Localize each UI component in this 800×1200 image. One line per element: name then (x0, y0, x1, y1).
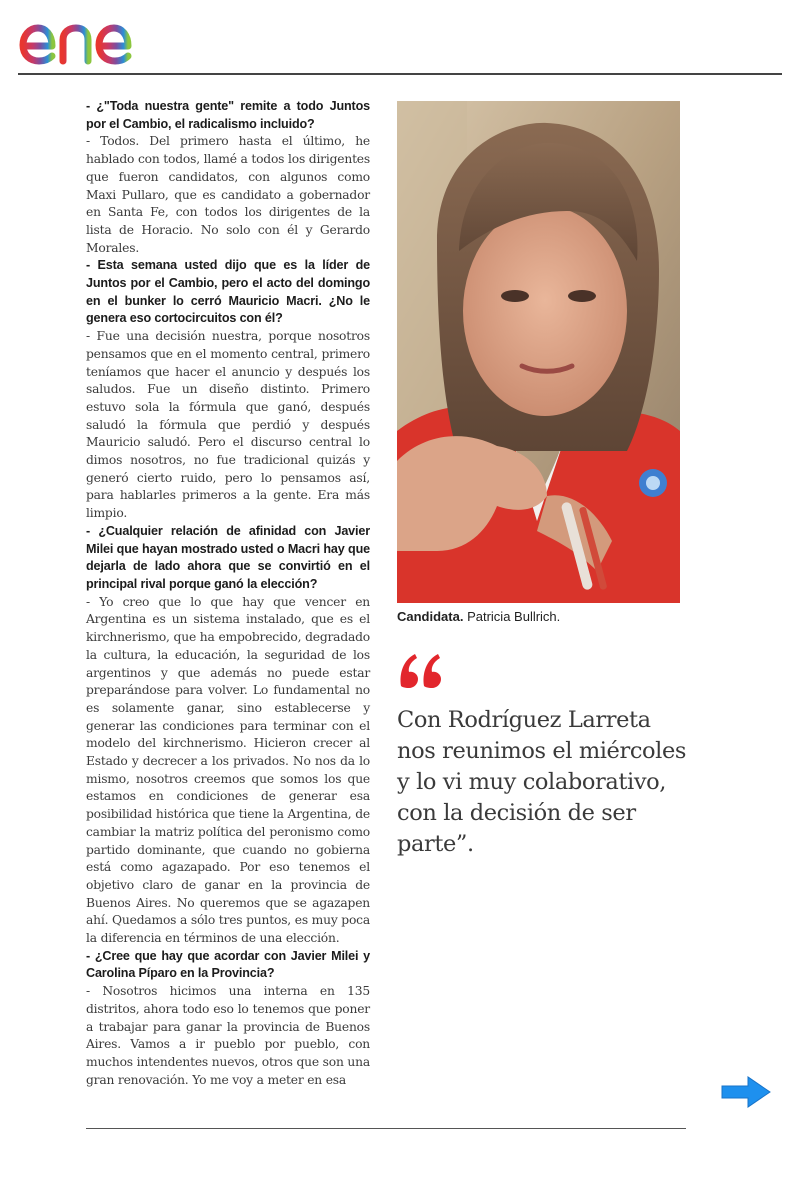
caption-name: Patricia Bullrich. (463, 609, 561, 624)
header-divider (18, 73, 782, 75)
caption-label: Candidata. (397, 609, 464, 624)
answer-1: - Todos. Del primero hasta el último, he hablado con todos, llamé a todos los dirigentes que fueron candidatos, con algunos como Maxi Pullaro, que es candidato a gobernador en Santa Fe, con todos los dirigentes de la lista de Horacio. No solo con él y Gerardo Morales. (86, 134, 370, 255)
question-4: - ¿Cree que hay que acordar con Javier Milei y Carolina Píparo en la Provincia? (86, 948, 370, 981)
footer-divider (86, 1128, 686, 1129)
question-2: - Esta semana usted dijo que es la líder de Juntos por el Cambio, pero el acto del domingo en el bunker lo cerró Mauricio Macri. ¿No le genera eso cortocircuitos con él? (86, 258, 370, 326)
question-1: - ¿"Toda nuestra gente" remite a todo Juntos por el Cambio, el radicalismo incluido? (86, 99, 370, 131)
enel-logo (18, 8, 180, 68)
answer-4: - Nosotros hicimos una interna en 135 distritos, ahora todo eso lo tenemos que poner a trabajar para ganar la provincia de Buenos Aires. Vamos a ir pueblo por pueblo, con muchos intendentes nuevos, otros que son una gran renovación. Yo me voy a meter en esa (86, 984, 370, 1087)
answer-3: - Yo creo que lo que hay que vencer en Argentina es un sistema instalado, que es el kirchnerismo, que ha empobrecido, degradado la cultura, la educación, la seguridad de los argentinos y que además no puede estar preparándose para volver. Lo fundamental no es solamente ganar, sino establecerse y generar las condiciones para terminar con el modelo del kirchnerismo. Hicieron crecer al Estado y decrecer a los privados. No nos da lo mismo, nosotros creemos que somos los que estamos en condiciones de generar esa posibilidad histórica que tiene la Argentina, de cambiar la matriz política del peronismo como partido dominante, que cuando no gobierna está como agazapado. Por eso tenemos el objetivo claro de ganar en la provincia de Buenos Aires. No queremos que se agazapen ahí. Quedamos a sólo tres puntos, es muy poca la diferencia en términos de una elección. (86, 594, 370, 946)
answer-2: - Fue una decisión nuestra, porque nosotros pensamos que en el momento central, primero teníamos que hacer el anuncio y después los saludos. Fue un diseño distinto. Primero estuvo sola la fórmula que ganó, después saludó la fórmula que perdió y después Mauricio saludó. Pero el discurso central lo dimos nosotros, no fue tradicional quizás y generó cierto ruido, pero lo pensamos así, para hablarles primeros a la gente. Era más limpio. (86, 329, 370, 521)
question-3: - ¿Cualquier relación de afinidad con Javier Milei que hayan mostrado usted o Macri hay que dejarla de lado ahora que se convirtió en el principal rival porque ganó la elección? (86, 523, 370, 591)
portrait-photo (397, 101, 680, 603)
quote-mark-icon (397, 650, 445, 690)
photo-caption (397, 609, 560, 624)
arrow-right-icon[interactable] (720, 1075, 772, 1109)
pull-quote: Con Rodríguez Larreta nos reunimos el miércoles y lo vi muy colaborativo, con la decisión de ser parte”. (397, 707, 687, 857)
logo-text: enel (18, 8, 21, 9)
article-body (86, 98, 370, 1089)
